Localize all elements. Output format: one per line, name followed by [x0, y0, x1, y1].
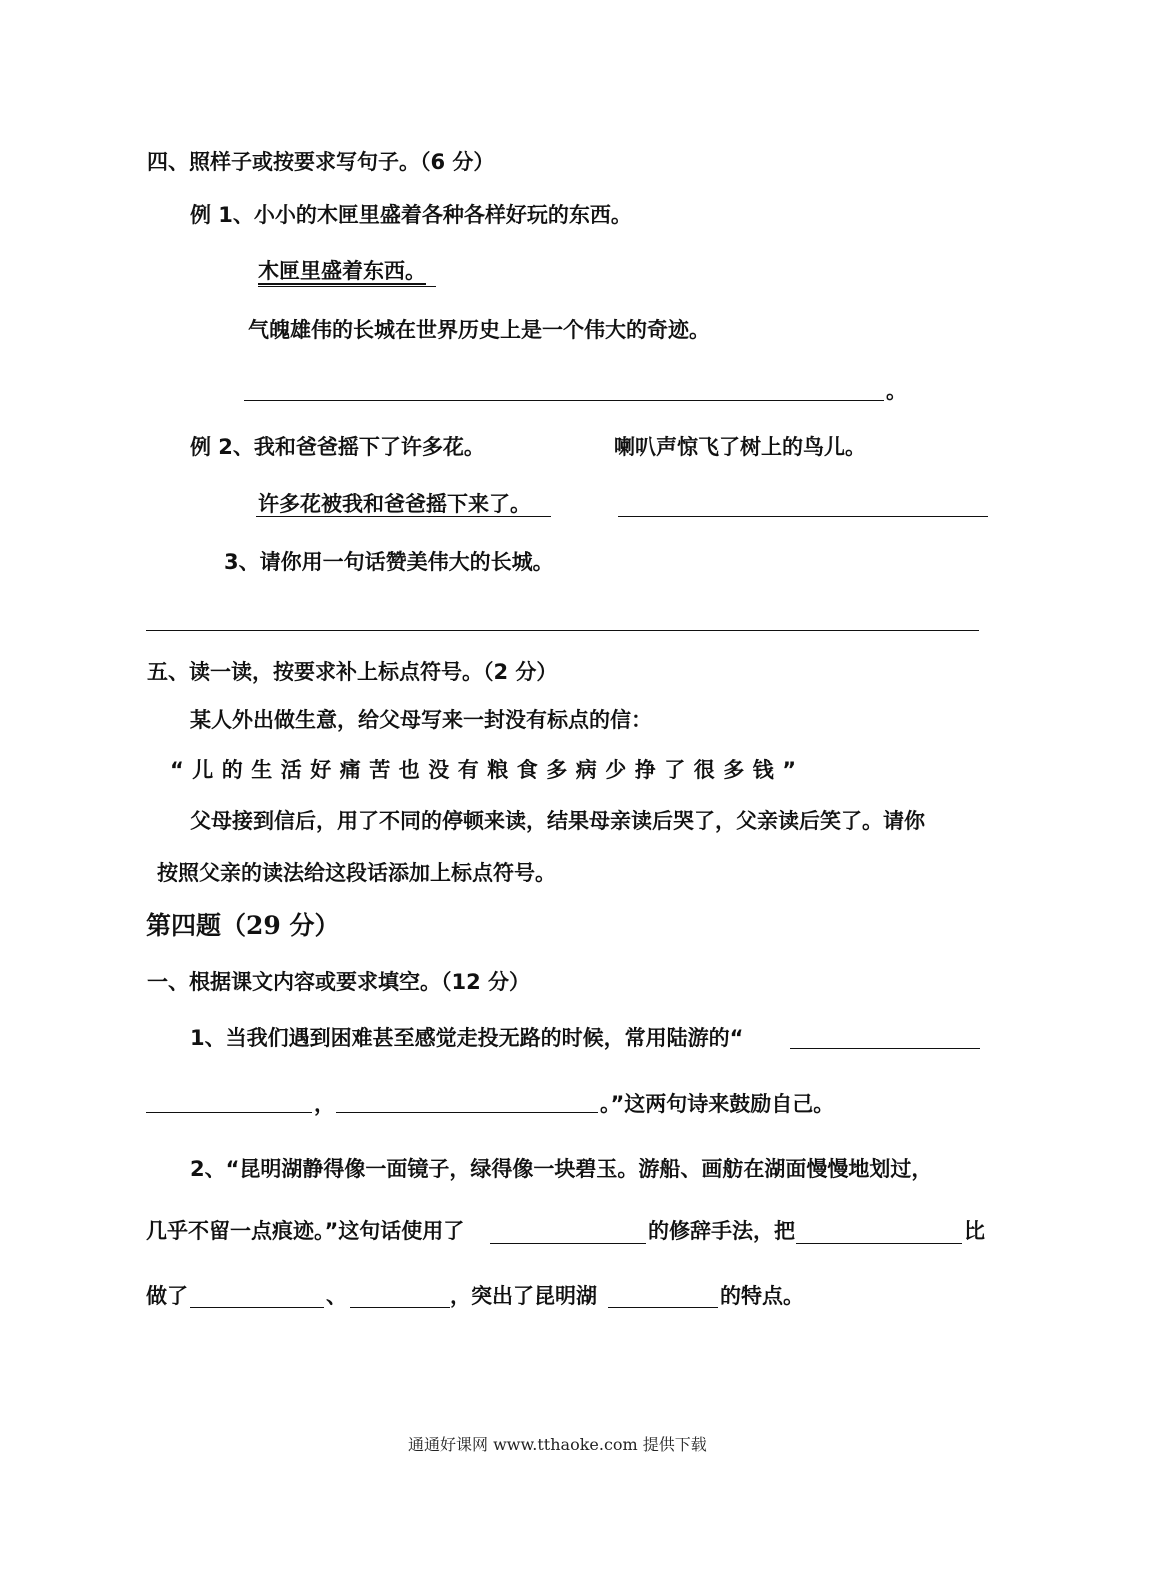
section5-description-line2: 按照父亲的读法给这段话添加上标点符号。	[157, 861, 556, 885]
example1-answer-underline	[258, 286, 436, 287]
example2-answer-blank[interactable]	[618, 516, 988, 517]
question1-blank2[interactable]	[146, 1112, 312, 1113]
question2-line2-c: 比	[964, 1219, 985, 1243]
question2-line2-b: 的修辞手法，把	[648, 1219, 795, 1243]
question2-line3-c: ，突出了昆明湖	[450, 1284, 597, 1308]
example2-question: 喇叭声惊飞了树上的鸟儿。	[614, 435, 866, 459]
example2-sentence: 例 2、我和爸爸摇下了许多花。	[190, 435, 485, 459]
question2-blank-object2[interactable]	[350, 1307, 450, 1308]
part4-heading: 第四题（29 分）	[146, 911, 340, 940]
question2-line3-d: 的特点。	[720, 1284, 804, 1308]
question3: 3、请你用一句话赞美伟大的长城。	[224, 550, 554, 574]
example1-period: 。	[886, 379, 907, 403]
question2-blank-object1[interactable]	[190, 1307, 324, 1308]
part4-question-heading: 一、根据课文内容或要求填空。（12 分）	[147, 970, 531, 994]
example1-sentence: 例 1、小小的木匣里盛着各种各样好玩的东西。	[190, 203, 632, 227]
question1-line1: 1、当我们遇到困难甚至感觉走投无路的时候，常用陆游的“	[190, 1026, 744, 1050]
question2-line3-b: 、	[326, 1284, 347, 1308]
question2-line2-a: 几乎不留一点痕迹。”这句话使用了	[146, 1219, 465, 1243]
section5-heading: 五、读一读，按要求补上标点符号。（2 分）	[147, 660, 558, 684]
question2-blank-subject[interactable]	[796, 1243, 962, 1244]
page-footer: 通通好课网 www.tthaoke.com 提供下载	[408, 1435, 707, 1454]
question2-blank-feature[interactable]	[608, 1307, 718, 1308]
question1-comma: ，	[314, 1092, 335, 1116]
example1-question: 气魄雄伟的长城在世界历史上是一个伟大的奇迹。	[248, 318, 710, 342]
example1-answer: 木匣里盛着东西。	[258, 259, 426, 283]
question2-blank-rhetoric[interactable]	[490, 1243, 646, 1244]
section5-description-line1: 父母接到信后，用了不同的停顿来读，结果母亲读后哭了，父亲读后笑了。请你	[190, 809, 925, 833]
question2-line3-a: 做了	[146, 1284, 188, 1308]
section4-heading: 四、照样子或按要求写句子。（6 分）	[147, 150, 495, 174]
question3-answer-blank[interactable]	[146, 630, 979, 631]
question1-end: 。”这两句诗来鼓励自己。	[600, 1092, 835, 1116]
section5-intro: 某人外出做生意，给父母写来一封没有标点的信：	[190, 708, 652, 732]
letter-text: “儿的生活好痛苦也没有粮食多病少挣了很多钱”	[170, 758, 805, 782]
question1-blank1[interactable]	[790, 1048, 980, 1049]
example2-answer-underline	[256, 516, 551, 517]
example2-answer: 许多花被我和爸爸摇下来了。	[258, 492, 531, 516]
example1-answer-blank[interactable]	[244, 400, 884, 401]
question2-line1: 2、“昆明湖静得像一面镜子，绿得像一块碧玉。游船、画舫在湖面慢慢地划过，	[190, 1157, 933, 1181]
question1-blank3[interactable]	[336, 1112, 598, 1113]
